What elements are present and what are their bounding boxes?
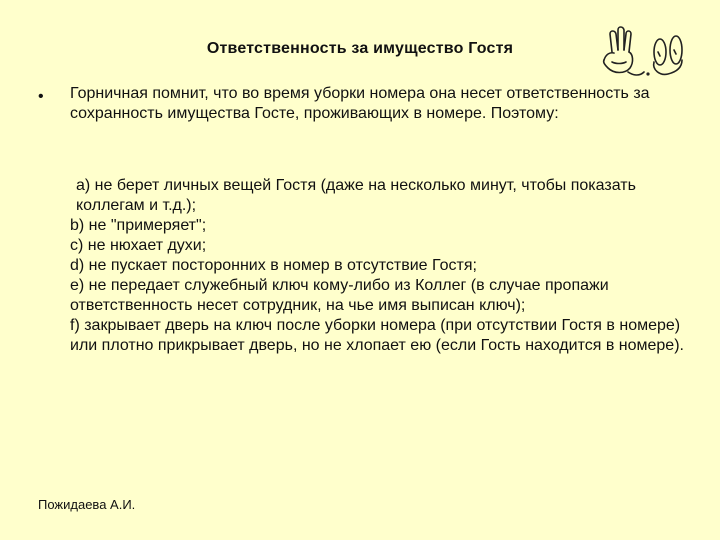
list-item: d) не пускает посторонних в номер в отсутствие Гостя;: [70, 257, 477, 274]
list-item: e) не передает служебный ключ кому-либо из Коллег (в случае пропажи ответственность несет сотрудник, на чье имя выписан ключ);: [70, 277, 609, 314]
slide-title: Ответственность за имущество Гостя: [206, 40, 514, 57]
list-item: f) закрывает дверь на ключ после уборки номера (при отсутствии Гостя в номере) или плотно прикрывает дверь, но не хлопает ею (если Гость находится в номере).: [70, 317, 684, 354]
hand-gesture-clipart-icon: [598, 22, 698, 82]
intro-text: Горничная помнит, что во время уборки номера она несет ответственность за сохранность имущества Госте, проживающих в номере. Поэтому:: [70, 85, 650, 122]
list-item: b) не "примеряет";: [70, 217, 207, 234]
bullet-marker: •: [38, 88, 44, 105]
list-item: c) не нюхает духи;: [70, 237, 207, 254]
rules-list: [70, 176, 690, 356]
footer-author: Пожидаева А.И.: [38, 497, 136, 512]
list-item: a) не берет личных вещей Гостя (даже на несколько минут, чтобы показать коллегам и т.д.);: [76, 177, 636, 214]
